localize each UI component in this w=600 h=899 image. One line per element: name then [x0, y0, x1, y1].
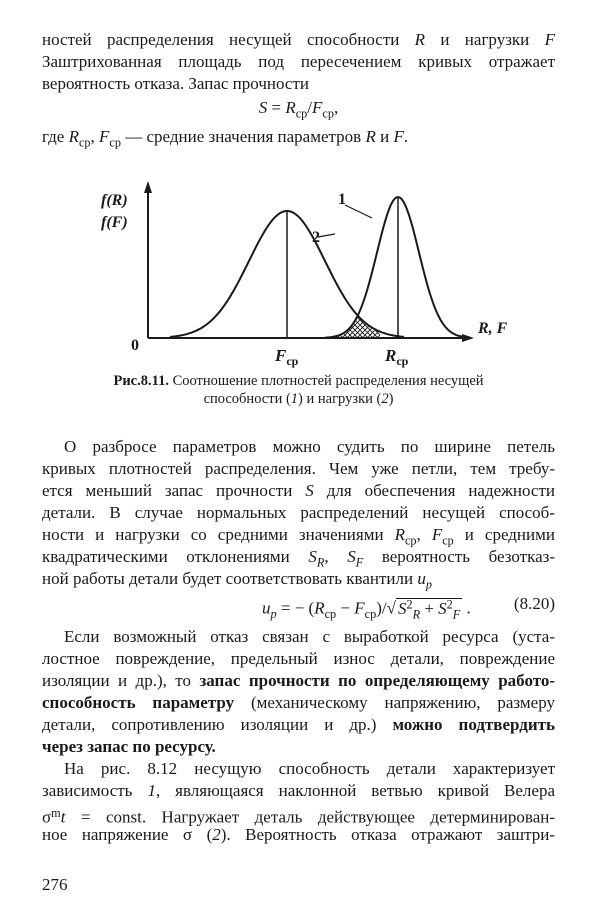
text-run: , — [333, 98, 339, 117]
text-run: F — [544, 30, 555, 49]
formula-term: − — [336, 598, 355, 618]
text-line — [42, 97, 555, 119]
text-run: m — [51, 806, 61, 820]
text-run: вероятность отказа. Запас прочности — [42, 74, 309, 93]
text-run: . — [403, 127, 409, 146]
text-line — [42, 824, 555, 846]
paragraph-intro — [42, 29, 555, 95]
r-mean-subscript: ср — [396, 354, 409, 368]
text-line — [42, 126, 555, 148]
text-run: S — [305, 481, 314, 500]
formula-term: R — [412, 606, 421, 621]
formula-term: F — [452, 606, 461, 621]
text-run: σ — [42, 807, 52, 827]
equation-number: (8.20) — [513, 594, 555, 613]
text-run: F — [312, 98, 323, 117]
text-line — [42, 736, 555, 758]
paragraph-fig-8-12 — [42, 758, 555, 846]
text-line — [42, 802, 555, 827]
text-run: 1 — [147, 781, 156, 800]
formula-term: + — [420, 598, 439, 618]
text-run: способность параметру — [42, 693, 235, 712]
text-run: запас прочности по определяющему работо- — [199, 671, 556, 690]
text-line — [42, 758, 555, 780]
text-run: R — [68, 127, 79, 146]
formula-term: S — [438, 598, 447, 618]
formula-term: S — [397, 598, 407, 618]
text-line — [42, 436, 555, 458]
curve-1-leader — [345, 205, 372, 218]
figure-distribution-densities — [0, 175, 600, 370]
formula-term: p — [270, 606, 277, 621]
sqrt-radicand — [396, 597, 462, 621]
capacity-density-curve-1 — [325, 197, 467, 338]
text-run: 2 — [381, 391, 389, 407]
curve-1-label: 1 — [338, 191, 346, 208]
text-run: S — [347, 547, 356, 566]
x-axis-label: R, F — [478, 320, 508, 337]
paragraph-resource — [42, 626, 555, 758]
formula-term: R — [314, 598, 325, 618]
text-run: , — [324, 547, 348, 566]
formula-legend — [42, 126, 555, 148]
text-run: где — [42, 127, 69, 146]
text-line — [42, 692, 555, 714]
r-mean-label — [384, 346, 409, 368]
text-run: ное напряжение σ ( — [42, 825, 213, 844]
text-run: Заштрихованная площадь под пересечением кривых отражает — [42, 52, 555, 71]
formula-safety-factor — [42, 97, 555, 119]
text-run: t — [60, 807, 66, 827]
text-run: F — [431, 525, 443, 544]
text-line — [42, 51, 555, 73]
text-line — [42, 648, 555, 670]
text-run: = — [267, 98, 286, 117]
text-run: 2 — [212, 825, 221, 844]
text-run: R — [365, 127, 376, 146]
text-run: , — [90, 127, 100, 146]
curve-2-leader — [318, 234, 335, 237]
text-run: / — [307, 98, 313, 117]
text-run: ной работы детали будет соответствовать квантили — [42, 569, 418, 588]
origin-label: 0 — [131, 337, 139, 354]
sqrt-sign: √ — [386, 598, 396, 618]
y-axis-arrow-icon — [144, 181, 152, 193]
text-run: детали. В случае нормальных распределений несущей способ- — [42, 503, 555, 522]
y-axis-label-ff: f(F) — [101, 214, 128, 231]
text-run: ср — [295, 106, 308, 121]
text-run: О разбросе параметров можно судить по ширине петель — [64, 437, 555, 456]
r-mean-symbol: R — [385, 346, 397, 365]
text-run: ностей распределения несущей способности — [42, 30, 415, 49]
text-run: ср — [404, 533, 417, 548]
text-line — [42, 372, 555, 390]
text-line — [42, 524, 555, 546]
text-line — [42, 568, 555, 590]
formula-term: 2 — [406, 597, 413, 611]
text-run: можно подтвердить — [392, 715, 555, 734]
curve-2-label: 2 — [312, 229, 320, 246]
text-run: F — [99, 127, 110, 146]
formula-term: F — [354, 598, 365, 618]
text-run: зависимость — [42, 781, 148, 800]
figure-caption — [42, 372, 555, 408]
text-run: лостное повреждение, предельный износ детали, повреждение — [42, 649, 555, 668]
text-run: изоляции и др.), то — [42, 671, 200, 690]
text-run: способности ( — [203, 391, 291, 407]
text-run: квадратическими отклонениями — [42, 547, 309, 566]
text-run: F — [393, 127, 404, 146]
text-run: Соотношение плотностей распределения несущей — [168, 373, 484, 389]
formula-term: 2 — [446, 597, 453, 611]
text-line — [42, 502, 555, 524]
text-run: ) — [388, 391, 394, 407]
text-run: вероятность безотказ- — [363, 547, 555, 566]
text-run: для обеспечения надежности — [313, 481, 555, 500]
text-run: детали, сопротивлению изоляции и др.) — [42, 715, 393, 734]
text-run: через запас по ресурсу. — [42, 737, 216, 756]
text-run: ср — [109, 135, 121, 150]
text-run: , являющаяся наклонной ветвью кривой Велера — [155, 781, 555, 800]
text-run: На рис. 8.12 несущую способность детали характеризует — [64, 759, 555, 778]
text-run: ется меньший запас прочности — [42, 481, 306, 500]
text-run: и нагрузки — [425, 30, 545, 49]
formula-term: = − ( — [276, 598, 315, 618]
text-line — [42, 390, 555, 408]
y-axis-label-fr: f(R) — [101, 192, 128, 209]
formula-term: u — [262, 598, 271, 618]
text-run: S — [308, 547, 317, 566]
text-run: ности и нагрузки со средними значениями — [42, 525, 395, 544]
text-line — [42, 29, 555, 51]
text-run: R — [316, 555, 325, 570]
f-mean-label — [274, 346, 299, 368]
text-line — [42, 626, 555, 648]
text-run: Рис.8.11. — [113, 373, 169, 389]
text-run: = const. Нагружает деталь действующее детерминирован- — [65, 807, 555, 827]
text-run: — средние значения параметров — [120, 127, 366, 146]
text-run: R — [285, 98, 296, 117]
text-run: p — [425, 577, 432, 592]
formula-term: . — [462, 598, 471, 618]
text-run: ср — [322, 106, 334, 121]
paragraph-scatter — [42, 436, 555, 590]
text-run: ). Вероятность отказа отражают заштри- — [220, 825, 555, 844]
text-line — [42, 546, 555, 568]
formula-quantile — [42, 593, 555, 621]
text-run: (механическому напряжению, размеру — [234, 693, 555, 712]
formula-term: ср — [364, 606, 377, 621]
text-line — [42, 670, 555, 692]
text-line — [42, 480, 555, 502]
x-axis-arrow-icon — [462, 334, 474, 342]
page-number: 276 — [42, 875, 68, 894]
text-run: Если возможный отказ связан с выработкой ресурса (уста- — [64, 627, 555, 646]
text-run: и — [375, 127, 394, 146]
text-line — [42, 714, 555, 736]
f-mean-subscript: ср — [286, 354, 299, 368]
text-run: ) и нагрузки ( — [298, 391, 382, 407]
text-run: u — [417, 569, 426, 588]
text-line — [42, 73, 555, 95]
formula-term: ср — [324, 606, 337, 621]
formula-quantile-expression — [262, 593, 471, 625]
text-line — [42, 458, 555, 480]
text-run: кривых плотностей распределения. Чем уже петли, тем требу- — [42, 459, 555, 478]
text-run: S — [258, 98, 268, 117]
text-run: , — [416, 525, 432, 544]
text-run: R — [414, 30, 426, 49]
text-run: F — [355, 555, 364, 570]
text-run: ср — [442, 533, 454, 548]
text-run: R — [394, 525, 405, 544]
f-mean-symbol: F — [275, 346, 287, 365]
text-line — [42, 780, 555, 802]
text-run: ср — [78, 135, 91, 150]
text-run: и средними — [453, 525, 555, 544]
formula-term: )/ — [376, 598, 387, 618]
text-run: 1 — [290, 391, 299, 407]
